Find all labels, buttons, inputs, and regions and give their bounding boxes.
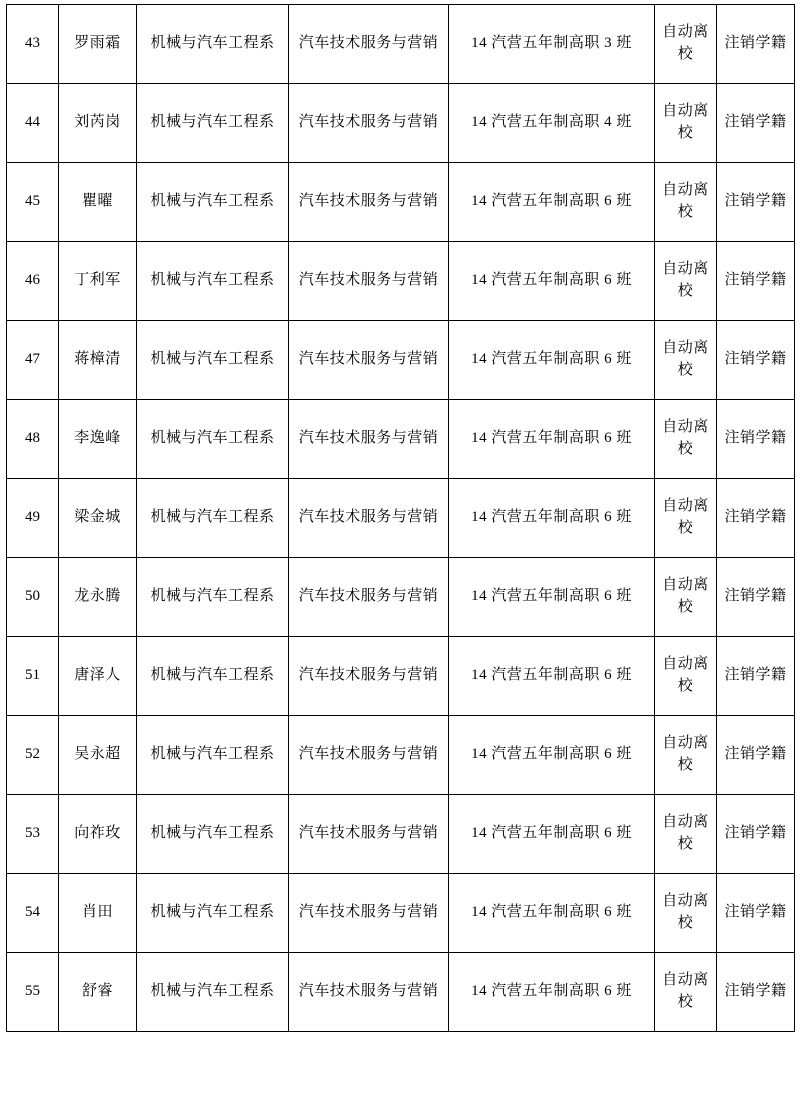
cell-department: 机械与汽车工程系 xyxy=(137,400,289,479)
cell-index: 48 xyxy=(7,400,59,479)
cell-name: 罗雨霜 xyxy=(59,5,137,84)
cell-name: 李逸峰 xyxy=(59,400,137,479)
cell-department: 机械与汽车工程系 xyxy=(137,795,289,874)
status-badge: 自动离校 xyxy=(655,163,717,242)
cell-name: 舒睿 xyxy=(59,953,137,1032)
cell-index: 50 xyxy=(7,558,59,637)
cell-department: 机械与汽车工程系 xyxy=(137,479,289,558)
cancel-enrollment-link[interactable]: 注销学籍 xyxy=(717,163,795,242)
student-roster-table xyxy=(6,4,795,1032)
status-badge: 自动离校 xyxy=(655,321,717,400)
cell-name: 唐泽人 xyxy=(59,637,137,716)
cell-major: 汽车技术服务与营销 xyxy=(289,479,449,558)
cell-major: 汽车技术服务与营销 xyxy=(289,163,449,242)
cell-department: 机械与汽车工程系 xyxy=(137,953,289,1032)
table-body xyxy=(7,5,795,1032)
cell-department: 机械与汽车工程系 xyxy=(137,5,289,84)
cell-class: 14 汽营五年制高职 6 班 xyxy=(449,321,655,400)
cell-class: 14 汽营五年制高职 6 班 xyxy=(449,716,655,795)
cell-major: 汽车技术服务与营销 xyxy=(289,242,449,321)
table-row xyxy=(7,558,795,637)
cell-major: 汽车技术服务与营销 xyxy=(289,5,449,84)
table-row xyxy=(7,795,795,874)
cancel-enrollment-link[interactable]: 注销学籍 xyxy=(717,400,795,479)
table-row xyxy=(7,953,795,1032)
cell-department: 机械与汽车工程系 xyxy=(137,84,289,163)
cell-index: 46 xyxy=(7,242,59,321)
status-badge: 自动离校 xyxy=(655,558,717,637)
status-badge: 自动离校 xyxy=(655,795,717,874)
cell-name: 蒋樟清 xyxy=(59,321,137,400)
cell-name: 肖田 xyxy=(59,874,137,953)
cell-department: 机械与汽车工程系 xyxy=(137,321,289,400)
cell-class: 14 汽营五年制高职 6 班 xyxy=(449,874,655,953)
cell-major: 汽车技术服务与营销 xyxy=(289,321,449,400)
cell-department: 机械与汽车工程系 xyxy=(137,637,289,716)
table-row xyxy=(7,321,795,400)
cell-name: 刘芮岗 xyxy=(59,84,137,163)
status-badge: 自动离校 xyxy=(655,5,717,84)
cell-index: 45 xyxy=(7,163,59,242)
status-badge: 自动离校 xyxy=(655,716,717,795)
cancel-enrollment-link[interactable]: 注销学籍 xyxy=(717,479,795,558)
cancel-enrollment-link[interactable]: 注销学籍 xyxy=(717,716,795,795)
cell-index: 55 xyxy=(7,953,59,1032)
cell-department: 机械与汽车工程系 xyxy=(137,163,289,242)
cell-class: 14 汽营五年制高职 6 班 xyxy=(449,558,655,637)
table-row xyxy=(7,84,795,163)
cell-class: 14 汽营五年制高职 3 班 xyxy=(449,5,655,84)
cell-class: 14 汽营五年制高职 6 班 xyxy=(449,242,655,321)
cell-class: 14 汽营五年制高职 6 班 xyxy=(449,163,655,242)
cell-major: 汽车技术服务与营销 xyxy=(289,874,449,953)
status-badge: 自动离校 xyxy=(655,400,717,479)
cell-name: 吴永超 xyxy=(59,716,137,795)
cell-index: 51 xyxy=(7,637,59,716)
table-row xyxy=(7,163,795,242)
cell-major: 汽车技术服务与营销 xyxy=(289,953,449,1032)
table-row xyxy=(7,5,795,84)
status-badge: 自动离校 xyxy=(655,242,717,321)
cell-class: 14 汽营五年制高职 6 班 xyxy=(449,953,655,1032)
cell-department: 机械与汽车工程系 xyxy=(137,242,289,321)
status-badge: 自动离校 xyxy=(655,84,717,163)
cell-name: 丁利军 xyxy=(59,242,137,321)
cell-major: 汽车技术服务与营销 xyxy=(289,84,449,163)
cell-major: 汽车技术服务与营销 xyxy=(289,716,449,795)
cell-class: 14 汽营五年制高职 6 班 xyxy=(449,479,655,558)
table-row xyxy=(7,479,795,558)
cell-major: 汽车技术服务与营销 xyxy=(289,795,449,874)
table-row xyxy=(7,716,795,795)
cancel-enrollment-link[interactable]: 注销学籍 xyxy=(717,637,795,716)
status-badge: 自动离校 xyxy=(655,637,717,716)
cancel-enrollment-link[interactable]: 注销学籍 xyxy=(717,953,795,1032)
cancel-enrollment-link[interactable]: 注销学籍 xyxy=(717,321,795,400)
table-row xyxy=(7,874,795,953)
cell-major: 汽车技术服务与营销 xyxy=(289,400,449,479)
cell-class: 14 汽营五年制高职 6 班 xyxy=(449,400,655,479)
cancel-enrollment-link[interactable]: 注销学籍 xyxy=(717,5,795,84)
cell-class: 14 汽营五年制高职 6 班 xyxy=(449,637,655,716)
status-badge: 自动离校 xyxy=(655,479,717,558)
cell-class: 14 汽营五年制高职 6 班 xyxy=(449,795,655,874)
cell-index: 47 xyxy=(7,321,59,400)
cell-index: 53 xyxy=(7,795,59,874)
cell-index: 43 xyxy=(7,5,59,84)
cell-name: 龙永腾 xyxy=(59,558,137,637)
table-row xyxy=(7,637,795,716)
cell-class: 14 汽营五年制高职 4 班 xyxy=(449,84,655,163)
cancel-enrollment-link[interactable]: 注销学籍 xyxy=(717,84,795,163)
cancel-enrollment-link[interactable]: 注销学籍 xyxy=(717,242,795,321)
cancel-enrollment-link[interactable]: 注销学籍 xyxy=(717,558,795,637)
cell-department: 机械与汽车工程系 xyxy=(137,716,289,795)
table-row xyxy=(7,242,795,321)
cell-index: 54 xyxy=(7,874,59,953)
cell-major: 汽车技术服务与营销 xyxy=(289,637,449,716)
cell-name: 向祚玫 xyxy=(59,795,137,874)
cell-index: 49 xyxy=(7,479,59,558)
cancel-enrollment-link[interactable]: 注销学籍 xyxy=(717,795,795,874)
cell-department: 机械与汽车工程系 xyxy=(137,874,289,953)
table-row xyxy=(7,400,795,479)
cell-index: 52 xyxy=(7,716,59,795)
cancel-enrollment-link[interactable]: 注销学籍 xyxy=(717,874,795,953)
cell-major: 汽车技术服务与营销 xyxy=(289,558,449,637)
cell-name: 梁金城 xyxy=(59,479,137,558)
status-badge: 自动离校 xyxy=(655,953,717,1032)
cell-index: 44 xyxy=(7,84,59,163)
cell-department: 机械与汽车工程系 xyxy=(137,558,289,637)
status-badge: 自动离校 xyxy=(655,874,717,953)
cell-name: 瞿曜 xyxy=(59,163,137,242)
